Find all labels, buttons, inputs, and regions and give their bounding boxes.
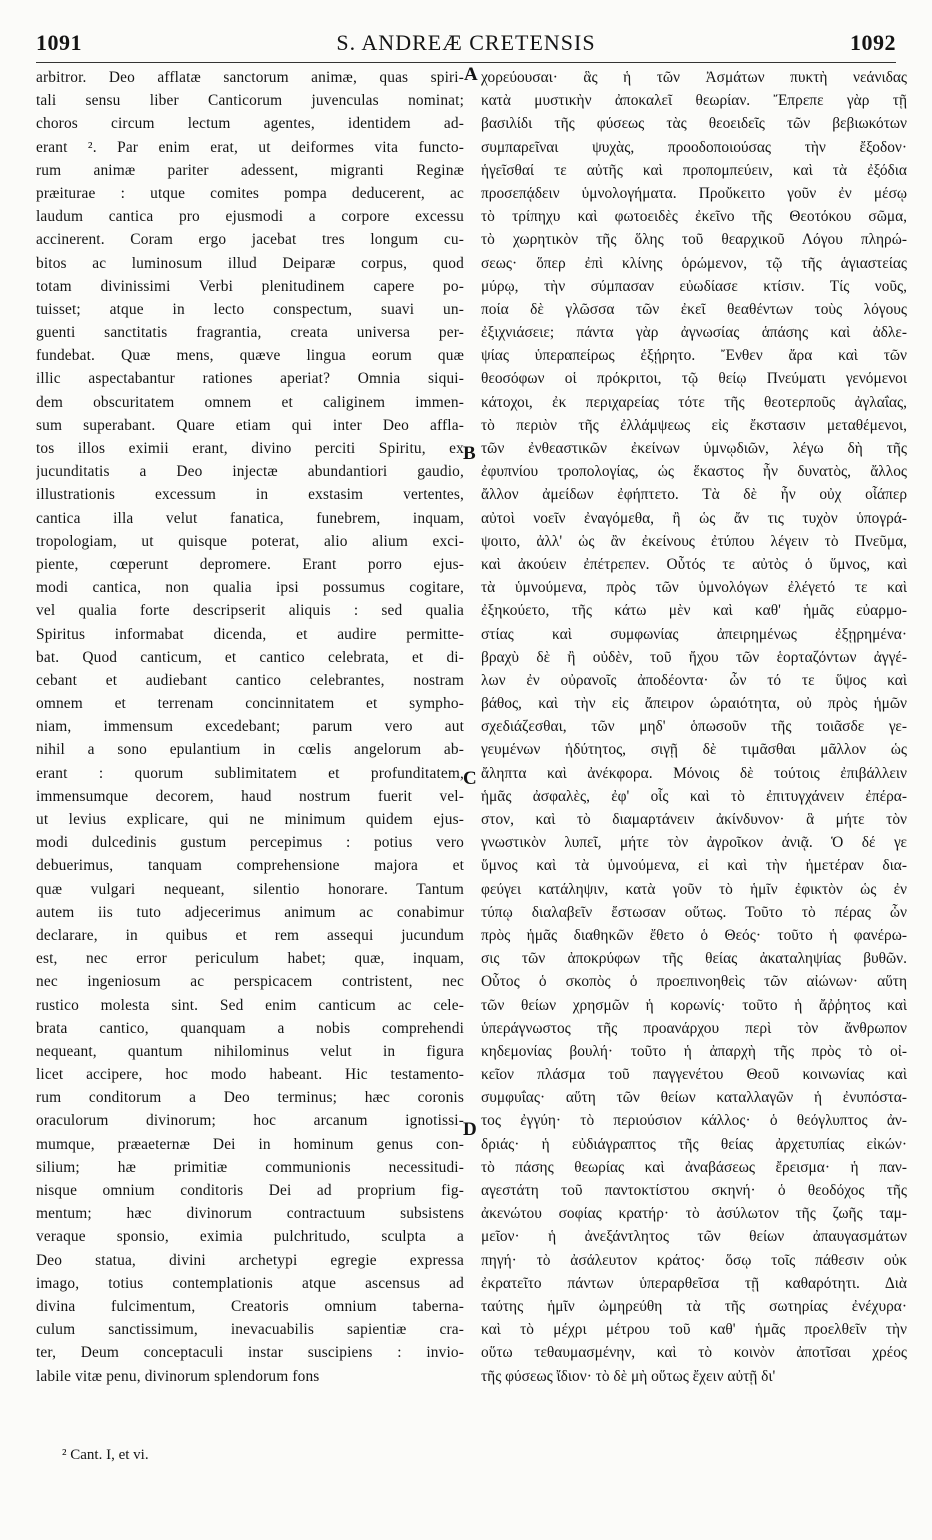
greek-text-line: βραχὺ δὲ ἢ οὐδὲν, τοῦ ἤχου τῶν ἑορταζόντων ἀγγέ- [481,648,907,666]
latin-text-line: modi cantica, non qualia ipsi possumus cogitare, [36,579,464,597]
greek-text-line: ἡμᾶς ἀσφαλὲς, ἐφ' οἷς καὶ τὸ ἐπιτυγχάνειν ἐπέρα- [481,787,907,805]
latin-text-line: totam divinissimi Verbi plenitudinem capere po- [36,277,464,295]
greek-text-line: κατὰ μυστικὴν ἀποκαλεῖ θεωρίαν. Ἔπρεπε γὰρ τῇ [481,92,907,110]
greek-text-line: μύρῳ, τὴν σύμπασαν εὐωδίασε κτίσιν. Τίς νοῦς, [481,277,907,295]
latin-text-line: tropologiam, ut quisque poterat, alio alium exci- [36,532,464,550]
running-header [36,30,896,60]
latin-text-line: rum conditorum a Deo terminus; hæc coronis [36,1089,464,1107]
page-number-left: 1091 [36,30,82,55]
greek-text-line: στίας καὶ συμφωνίας ἀπειρημένως ἐξῃρημένα· [481,625,907,643]
greek-text-line: ἐκρατεῖτο πάντων ὑπεραρθεῖσα τῇ καθαρότητι. Διὰ [481,1274,907,1292]
latin-text-line: mumque, præaeternæ Dei in hominum genus con- [36,1135,464,1153]
greek-text-line: συμφυΐας· αὕτη τῶν θείων καταλλαγῶν ἡ ἐνυπόστα- [481,1089,907,1107]
latin-text-line: imago, totius contemplationis atque ascensus ad [36,1274,464,1292]
greek-text-line: ἐξηκούετο, τῆς κάτω μὲν καὶ καθ' ἡμᾶς εὐαρμο- [481,602,907,620]
section-marker-a: A [464,64,478,85]
greek-text-line: Οὗτος ὁ σκοπὸς ὁ προεπινοηθεὶς τῶν αἰώνων· αὕτη [481,973,907,991]
greek-text-line: αὐτοὶ νοεῖν ἐναγόμεθα, ἢ ὡς ἄν τις τυχὸν ὑπογρά- [481,509,907,527]
greek-text-line: ἄληπτα καὶ ἀνέκφορα. Μόνοις δὲ τούτοις ἐπιβάλλειν [481,764,907,782]
latin-text-line: dem obscuritatem omnem et caliginem immen- [36,393,464,411]
latin-text-line: guenti sanctitatis fragrantia, creata universa per- [36,324,464,342]
greek-text-line: σχεδιάζεσθαι, τῶν μηδ' ὁπωσοῦν τῆς τοιᾶσδε γε- [481,718,907,736]
latin-text-line: nihil a sono epulantium in cœlis angelorum ab- [36,741,464,759]
greek-text-line: βάθος, καὶ τὴν εἰς ἄπειρον ὡραιότητα, οὐ πρὸς ἡμῶν [481,695,907,713]
latin-text-line: Deo statua, divini archetypi egregie expressa [36,1251,464,1269]
latin-text-line: præiturae : utque comites pompa deducerent, ac [36,184,464,202]
greek-text-line: ὑπεράγνωστος τῆς προανάρχου περὶ τὸν ἄνθρωπον [481,1019,907,1037]
latin-text-line: arbitror. Deo afflatæ sanctorum animæ, quas spiri- [36,69,464,86]
section-marker-b: B [463,443,476,464]
latin-text-line: labile vitæ penu, divinorum splendorum fons [36,1367,320,1385]
greek-text-line: φεύγει κατάληψιν, κατὰ γοῦν τὸ ἡμῖν ἐφικτὸν ὡς ἐν [481,880,907,898]
greek-text-line: ἐφυπνίου τροπολογίας, ὡς ἕκαστος ἦν δυνατὸς, ἄλλος [481,463,907,481]
latin-text-line: nisque omnium conditoris Dei ad proprium fig- [36,1182,464,1199]
latin-text-line: licet accipere, hoc modo habeant. Hic testamento- [36,1066,464,1084]
greek-text-line: κεῖον πλάσμα τοῦ παγγενέτου Θεοῦ κοινωνίας καὶ [481,1066,907,1084]
latin-text-line: vel qualia forte descripserit aliquis : sed qualia [36,602,464,620]
latin-text-line: debuerimus, tanquam comprehensione majora et [36,857,464,875]
latin-text-line: rustico molesta sint. Sed enim canticum ac cele- [36,996,464,1014]
latin-text-line: Spiritus informabat dicenda, et audire permitte- [36,625,464,643]
greek-text-line: τὰ ὑμνούμενα, πρὸς τῶν ὑμνολόγων ἐλέγετό τε καὶ [481,579,907,597]
latin-text-line: jucunditatis a Deo injectæ abundantiori gaudio, [36,463,464,481]
latin-text-line: accinerent. Coram ergo jacebat tres longum cu- [36,231,464,249]
greek-text-line: πρὸς ἡμᾶς διαθηκῶν ἔθετο ὁ Θεός· τοῦτο ἡ φανέρω- [481,926,907,944]
greek-text-line: τὸ πάσης θεωρίας καὶ ἀναβάσεως ἔρεισμα· ἡ παν- [481,1158,907,1176]
greek-text-line: λων ἐν οὐρανοῖς ἀποδέοντα· ὧν τό τε ὕψος καὶ [481,671,907,689]
latin-text-line: illustrationis excessum in exstasim vertentes, [36,486,464,504]
latin-text-line: est, nec error periculum habet; quæ, inquam, [36,950,464,968]
greek-text-line: βασιλίδι τῆς φύσεως τὰς θεοειδεῖς τῶν βεβιωκότων [481,115,907,133]
latin-text-line: cantica illa velut fanatica, funebrem, inquam, [36,509,464,527]
latin-text-line: brata cantico, quanquam a nobis comprehendi [36,1019,464,1037]
greek-text-line: τος ἐγγύη· τὸ περιούσιον κάλλος· ὁ θεόγλυπτος ἀν- [481,1112,907,1130]
latin-text-line: culum sanctissimum, inevacuabilis sapientiæ cra- [36,1321,464,1339]
latin-text-line: bat. Quod canticum, et cantico celebrata, et di- [36,648,464,666]
section-marker-d: D [463,1119,477,1140]
running-title: S. ANDREÆ CRETENSIS [336,30,596,55]
greek-text-line: τύπῳ διαλαβεῖν ἔστωσαν οὕτως. Τοῦτο τὸ πέρας ὧν [481,903,907,921]
greek-text-line: κάτοχοι, ἐκ περιχαρείας τότε τῆς θεοτερποῦς ἀγλαΐας, [481,393,907,411]
latin-text-line: tos illos eximii erant, divino perciti Spiritu, ex [36,440,464,457]
greek-text-line: προσεπᾴδειν ὑμνολογήματα. Προὔκειτο γοῦν ἐν μέσῳ [481,184,907,202]
greek-text-line: οὕτω τεθαυμασμένην, καὶ τὸ κοινὸν ἀποτῖσαι χρέος [481,1344,907,1362]
greek-text-line: γευμένων ἡδύτητος, σιγῇ δὲ τιμᾶσθαι μᾶλλον ὡς [481,741,907,759]
latin-text-line: cebant et audiebant cantico celebrantes, nostram [36,671,464,689]
latin-text-line: piente, cœperunt depromere. Erant porro ejus- [36,555,464,573]
latin-text-line: sum superabant. Quare etiam qui inter Deo affla- [36,416,464,434]
latin-text-line: nequeant, quantum nihilominus velut in figura [36,1042,464,1060]
latin-text-line: tali sensu liber Canticorum juvenculas nominat; [36,92,464,110]
greek-text-line: ἡγεῖσθαί τε αὐτῆς καὶ προπομπεύειν, καὶ τὰ ἐξόδια [481,161,907,179]
greek-column [481,66,907,1388]
greek-text-line: τῆς φύσεως ἴδιον· τὸ δὲ μὴ οὕτως ἔχειν αὐτῇ δι' [481,1367,776,1385]
header-rule [36,62,896,63]
greek-text-line: κηδεμονίας βουλή· τοῦτο ἡ ἀπαρχὴ τῆς πρὸς τὸ οἰ- [481,1042,907,1060]
greek-text-line: ἀκενώτου σοφίας κρατήρ· τὸ ἀσύλωτον τῆς ζωῆς ταμ- [481,1205,907,1223]
greek-text-line: σεως· ὅπερ ἐπὶ κλίνης ὁρώμενον, τῷ τῆς ἁγιαστείας [481,254,907,272]
footnote: ² Cant. I, et vi. [62,1447,149,1463]
latin-text-line: immensumque decorem, haud nostrum fuerit vel- [36,787,464,805]
greek-text-line: ταύτης ἡμῖν ὠμηρεύθη τὰ τῆς σωτηρίας ἐνέχυρα· [481,1297,907,1315]
greek-text-line: καὶ ἀκούειν ἐπέτρεπεν. Οὗτός τε αὐτὸς ὁ ὕμνος, καὶ [481,555,907,573]
greek-text-line: ψίας ὑπεραπείρως ἐξῄρητο. Ἔνθεν ἄρα καὶ τῶν [481,347,907,365]
latin-text-line: niam, immensum excedebant; parum vero aut [36,718,464,736]
latin-text-line: fundebat. Quæ mens, quæve lingua eorum quæ [36,347,464,365]
greek-text-line: αγεστάτη τοῦ παντοκτίστου σκηνή· ὁ θεοδόχος τῆς [481,1182,907,1199]
section-marker-c: C [463,768,477,789]
latin-text-line: mentum; hæc divinorum contractuum subsistens [36,1205,464,1223]
latin-text-line: divina fulcimentum, Creatoris omnium taberna- [36,1297,464,1315]
greek-text-line: δριάς· ἡ εὐδιάγραπτος τῆς θείας ἀρχετυπίας εἰκών· [481,1135,907,1153]
greek-text-line: μεῖον· ἡ ἀνεξάντλητος τῶν θείων ἀπαυγασμάτων [481,1228,907,1246]
page-number-right: 1092 [850,30,896,55]
latin-text-line: modi dulcedinis gustum percepimus : potius vero [36,834,464,852]
latin-text-line: declarare, in quibus et rem assequi jucundum [36,926,464,944]
greek-text-line: γνωστικὸν λυπεῖ, μήτε τὸν ἀγροῖκον ἀνιᾷ. Ὁ δέ γε [481,834,907,852]
greek-text-line: ὕμνος καὶ τὰ ὑμνούμενα, εἰ καὶ τὴν ἡμετέραν δια- [481,857,907,875]
greek-text-line: τῶν ἐνθεαστικῶν ἐκείνων ὑμνῳδιῶν, λέγω δὴ τῆς [481,440,907,457]
greek-text-line: χορεύουσαι· ἃς ἡ τῶν Ἀσμάτων πυκτὴ νεάνιδας [481,69,907,86]
greek-text-line: τὸ τρίπηχυ καὶ φωτοειδὲς ἐκεῖνο τῆς Θεοτόκου σῶμα, [481,208,907,226]
greek-text-line: ἐξιχνιάσειε; πάντα γὰρ ἀγνωσίας ἁπάσης καὶ ἀδλε- [481,324,907,342]
latin-text-line: erant ². Par enim erat, ut deiformes vita functo- [36,138,464,156]
latin-text-line: omnem et terrenam concinnitatem et sympho- [36,695,464,713]
greek-text-line: πηγή· τὸ ἀσάλευτον κράτος· ὅσῳ τοῖς πάθεσιν οὐκ [481,1251,907,1269]
latin-text-line: rum animæ pariter adessent, migranti Reginæ [36,161,464,179]
latin-text-line: illic aspectabantur rationes aperiat? Omnia siqui- [36,370,464,388]
latin-text-line: ut levius explicare, qui ne minimum quidem ejus- [36,811,464,828]
greek-text-line: καὶ τὸ μέχρι μέτρου τοῦ καθ' ἡμᾶς προελθεῖν τὴν [481,1321,907,1339]
latin-text-line: bitos ac luminosum illud Deiparæ corpus, quod [36,254,464,272]
greek-text-line: συμπαρεῖναι ψυχὰς, προοδοποιούσας τὴν ἔξοδον· [481,138,907,156]
greek-text-line: τὸ περιὸν τῆς ἐλλάμψεως εἰς ἔκστασιν μεταθέμενοι, [481,416,907,434]
latin-text-line: erant : quorum sublimitatem et profunditatem, [36,764,464,782]
latin-text-line: silium; hæ primitiæ communionis necessitudi- [36,1158,464,1176]
greek-text-line: ποία δὲ γλῶσσα τῶν ἐκεῖ θεαθέντων τοὺς λόγους [481,300,907,318]
latin-text-line: autem iis tuto adjecerimus animum ac conabimur [36,903,464,921]
latin-text-line: ter, Deum conceptaculi instar suscipiens : inviо- [36,1344,464,1362]
greek-text-line: θεοσόφων οἱ πρόκριτοι, τῷ θείῳ Πνεύματι γενόμενοι [481,370,907,388]
latin-text-line: oraculorum divinorum; hoc arcanum ignotissi- [36,1112,464,1130]
latin-column [36,66,464,1388]
latin-text-line: nec ingeniosum ac perspicacem contristent, nec [36,973,464,991]
greek-text-line: σις τῶν ἀποκρύφων τῆς θείας ἀκαταληψίας βυθῶν. [481,950,907,968]
greek-text-line: ἄλλον ἀμείδων ἐφήπτετο. Τὰ δὲ ἦν οὐχ οἷάπερ [481,486,907,504]
latin-text-line: veraque sponsio, eximia pulchritudo, sculpta a [36,1228,464,1246]
latin-text-line: laudum cantica pro ejusmodi a corpore excessu [36,208,464,226]
greek-text-line: τῶν θείων χρησμῶν ἡ κορωνίς· τοῦτο ἡ ἄῤῥητος καὶ [481,996,907,1014]
greek-text-line: ψοιτο, ἀλλ' ὡς ἂν ἐκείνους ἐτύπου λέγειν τὸ Πνεῦμα, [481,532,907,550]
greek-text-line: τὸ χωρητικὸν τῆς ὅλης τοῦ θεαρχικοῦ Λόγου πληρώ- [481,231,907,249]
latin-text-line: quæ vulgari nequeant, silentio honorare. Tantum [36,880,464,898]
latin-text-line: tuisset; atque in lecto conspectum, suavi un- [36,300,464,318]
latin-text-line: choros circum lectum agentes, identidem ad- [36,115,464,133]
greek-text-line: στον, καὶ τὸ διαμαρτάνειν ἀκίνδυνον· ἃ μήτε τὸν [481,811,907,828]
